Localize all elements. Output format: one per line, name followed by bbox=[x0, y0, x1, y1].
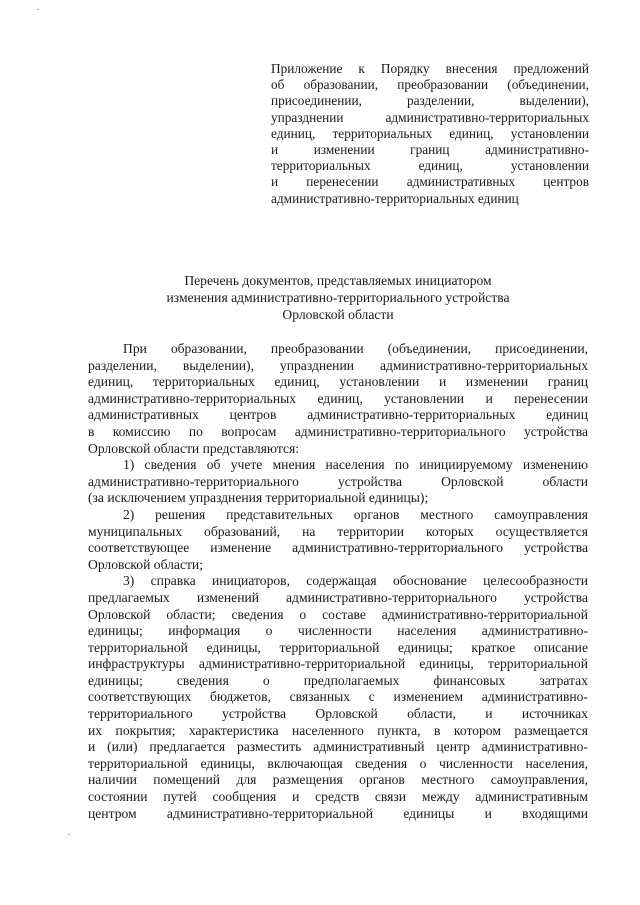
body-line: территориальной единицы, территориальной единицы; краткое описание bbox=[88, 639, 588, 655]
body-text bbox=[88, 341, 588, 822]
appendix-line: Приложение к Порядку внесения предложений bbox=[271, 61, 589, 76]
appendix-line: единиц, территориальных единиц, установлении bbox=[271, 125, 589, 141]
body-line: При образовании, преобразовании (объединении, присоединении, bbox=[123, 341, 588, 356]
appendix-line: территориальных единиц, установлении bbox=[271, 158, 589, 174]
body-line: соответствующее изменение административно-территориального устройства bbox=[88, 540, 588, 556]
body-line: разделении, выделении), упразднении административно-территориальных bbox=[88, 357, 588, 373]
appendix-line: административно-территориальных единиц bbox=[271, 190, 519, 206]
body-line: их покрытия; характеристика населенного пункта, в котором размещается bbox=[88, 722, 588, 738]
body-line: наличии помещений для размещения органов местного самоуправления, bbox=[88, 772, 588, 788]
body-line: административно-территориального устройства Орловской области bbox=[88, 473, 588, 489]
appendix-line: и изменении границ административно- bbox=[271, 142, 589, 158]
title-line: изменения административно-территориального устройства bbox=[166, 290, 510, 306]
appendix-note bbox=[271, 61, 589, 207]
scan-speck bbox=[37, 9, 39, 10]
appendix-line: упразднении административно-территориальных bbox=[271, 109, 589, 125]
body-line: Орловской области; сведения о составе административно-территориальной bbox=[88, 606, 588, 622]
body-line: центром административно-территориальной единицы и входящими bbox=[88, 805, 588, 821]
appendix-line: присоединении, разделении, выделении), bbox=[271, 93, 589, 109]
body-line: состоянии путей сообщения и средств связи между административным bbox=[88, 789, 588, 805]
title-line: Перечень документов, представляемых инициатором bbox=[184, 273, 492, 288]
body-line: единицы; информация о численности населения административно- bbox=[88, 623, 588, 639]
body-line: 3) справка инициаторов, содержащая обоснование целесообразности bbox=[123, 573, 588, 589]
body-line: единиц, территориальных единиц, установлении и изменении границ bbox=[88, 374, 588, 390]
appendix-line: и перенесении административных центров bbox=[271, 174, 589, 190]
body-line: предлагаемых изменений административно-территориального устройства bbox=[88, 589, 588, 605]
document-title bbox=[88, 272, 588, 324]
body-line: административно-территориальных единиц, установлении и перенесении bbox=[88, 390, 588, 406]
body-line: 2) решения представительных органов местного самоуправления bbox=[123, 506, 588, 522]
title-line: Орловской области bbox=[282, 307, 394, 323]
body-line: территориального устройства Орловской области, и источниках bbox=[88, 706, 588, 722]
body-line: единицы; сведения о предполагаемых финансовых затратах bbox=[88, 672, 588, 688]
body-line: Орловской области представляются: bbox=[88, 440, 300, 456]
body-line: соответствующих бюджетов, связанных с изменением административно- bbox=[88, 689, 588, 705]
body-line: в комиссию по вопросам административно-территориального устройства bbox=[88, 423, 588, 439]
body-line: 1) сведения об учете мнения населения по инициируемому изменению bbox=[123, 457, 588, 473]
body-line: (за исключением упразднения территориальной единицы); bbox=[88, 490, 429, 506]
body-line: Орловской области; bbox=[88, 556, 203, 572]
body-line: муниципальных образований, на территории которых осуществляется bbox=[88, 523, 588, 539]
body-line: территориальной единицы, включающая сведения о численности населения, bbox=[88, 755, 588, 771]
body-line: и (или) предлагается разместить административный центр административно- bbox=[88, 739, 588, 755]
appendix-line: об образовании, преобразовании (объединении, bbox=[271, 77, 589, 93]
body-line: инфраструктуры административно-территориальной единицы, территориальной bbox=[88, 656, 588, 672]
body-line: административных центров административно-территориальных единиц bbox=[88, 407, 588, 423]
scan-speck bbox=[68, 834, 70, 835]
